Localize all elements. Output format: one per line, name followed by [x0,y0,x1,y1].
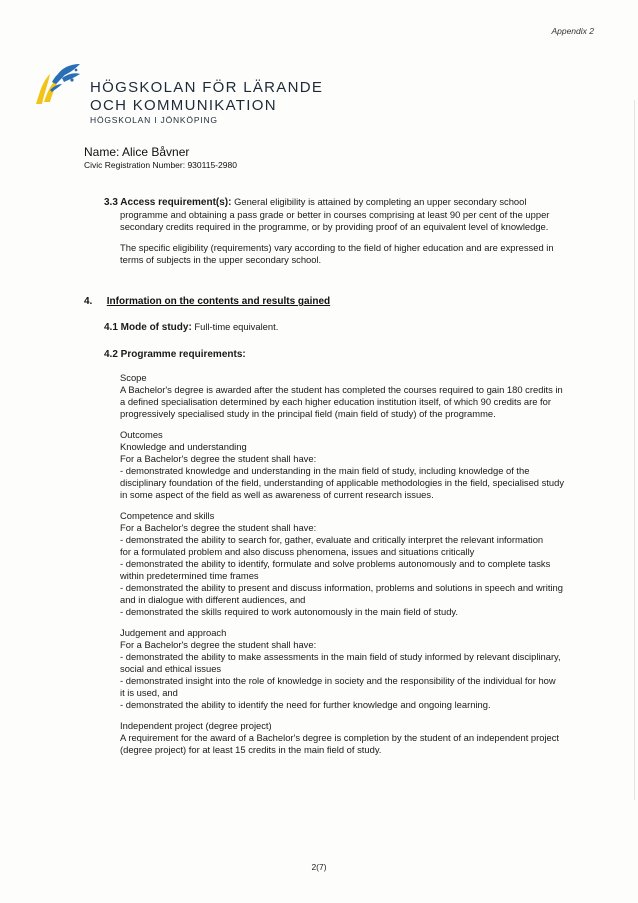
outcomes-heading: Outcomes [120,429,163,440]
section-4-number: 4. [84,296,93,307]
competence-line-3: for a formulated problem and also discuss phenomena, issues and situations critically [120,546,475,557]
judgement-line-1: For a Bachelor's degree the student shall have: [120,639,317,650]
access-requirements-line-1: General eligibility is attained by completing an upper secondary school [234,196,527,207]
access-requirements-label: 3.3 Access requirement(s): [104,197,232,208]
competence-line-8: - demonstrated the skills required to work autonomously in the main field of study. [120,606,459,617]
section-4-1 [104,321,278,334]
judgement-line-5: it is used, and [120,687,178,698]
scope-line-2: a defined specialisation determined by each higher education institution itself, of which 90 credits are for [120,396,551,407]
scope-line-1: A Bachelor's degree is awarded after the student has completed the courses required to gain 180 credits in [120,384,563,395]
mode-of-study-label: 4.1 Mode of study: [104,322,192,333]
competence-line-7: and in dialogue with different audiences, and [120,594,306,605]
judgement-line-2: - demonstrated the ability to make assessments in the main field of study informed by relevant disciplinary, [120,651,561,662]
section-4-heading: Information on the contents and results gained [106,296,331,307]
judgement-heading: Judgement and approach [120,627,227,638]
competence-line-5: within predetermined time frames [120,570,259,581]
knowledge-line-1: For a Bachelor's degree the student shall have: [120,453,317,464]
judgement-line-3: social and ethical issues [120,663,222,674]
org-name-line1: HÖGSKOLAN FÖR LÄRANDE [90,79,324,96]
project-line-2: (degree project) for at least 15 credits in the main field of study. [120,744,382,755]
project-line-1: A requirement for the award of a Bachelor's degree is completion by the student of an independent project [120,732,560,743]
scope-line-3: progressively specialised study in the principal field (main field of study) of the programme. [120,408,496,419]
judgement-line-4: - demonstrated insight into the role of knowledge in society and the responsibility of the individual for how [120,675,556,686]
access-requirements-line-3: secondary credits required in the programme, or by providing proof of an equivalent level of knowledge. [120,221,549,232]
knowledge-line-4: in some aspect of the field as well as awareness of current research issues. [120,489,434,500]
competence-line-4: - demonstrated the ability to identify, formulate and solve problems autonomously and to complete tasks [120,558,551,569]
student-name: Name: Alice Båvner [84,145,190,159]
page-number: 2(7) [311,862,327,872]
section-4-title [84,296,330,307]
org-name-line2: OCH KOMMUNIKATION [90,97,277,114]
org-name-line3: HÖGSKOLAN I JÖNKÖPING [90,115,218,125]
competence-line-2: - demonstrated the ability to search for, gather, evaluate and critically interpret the relevant information [120,534,544,545]
judgement-line-6: - demonstrated the ability to identify the need for further knowledge and ongoing learning. [120,699,491,710]
access-requirements-line-2: programme and obtaining a pass grade or better in courses comprising at least 90 per cent of the upper [120,209,550,220]
mode-of-study-value: Full-time equivalent. [194,321,279,332]
section-4-2 [104,348,246,361]
programme-requirements-body [120,372,610,756]
civic-registration-number: Civic Registration Number: 930115-2980 [84,160,237,170]
knowledge-line-2: - demonstrated knowledge and understanding in the main field of study, including knowledge of the [120,465,530,476]
project-heading: Independent project (degree project) [120,720,272,731]
university-logo-icon [32,60,84,108]
specific-eligibility-line-1: The specific eligibility (requirements) vary according to the field of higher education and are expressed in [120,242,554,253]
programme-requirements-label: 4.2 Programme requirements: [104,349,246,360]
knowledge-heading: Knowledge and understanding [120,441,247,452]
knowledge-line-3: disciplinary foundation of the field, understanding of applicable methodologies in the field, specialised study [120,477,565,488]
appendix-label: Appendix 2 [551,26,594,36]
scan-edge-line [634,100,635,800]
competence-line-1: For a Bachelor's degree the student shall have: [120,522,317,533]
scope-heading: Scope [120,372,147,383]
competence-line-6: - demonstrated the ability to present and discuss information, problems and solutions in speech and writing [120,582,563,593]
section-3-3 [104,196,604,266]
specific-eligibility-line-2: terms of subjects in the upper secondary school. [120,254,322,265]
competence-heading: Competence and skills [120,510,215,521]
